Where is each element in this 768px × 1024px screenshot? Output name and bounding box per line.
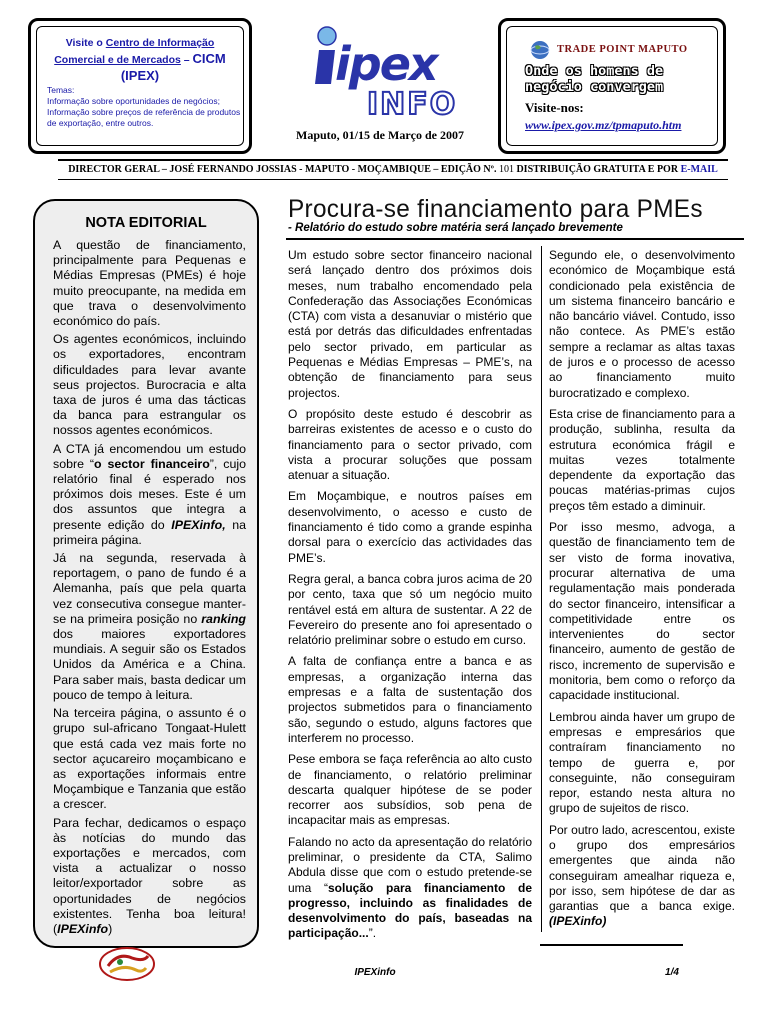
article-headline: Procura-se financiamento para PMEs [288, 195, 703, 223]
text-span: Falando no acto da apresentação do relatório preliminar, o presidente da CTA, Salimo Abdula disse que com o estudo pretende-se uma “ [288, 834, 532, 895]
logo-dot-icon [318, 27, 336, 45]
subhead-rule [286, 238, 744, 240]
logo-sub-text: INFO [367, 87, 458, 122]
trade-point-slogan-1: Onde os homens de [525, 63, 664, 79]
editorial-paragraph: Na terceira página, o assunto é o grupo sul-africano Tongaat-Hulett que está cada vez mais forte no sector açucareiro moçambicano e as exportações informais entre Moçambique e Tanzania que estão a crescer. [53, 706, 246, 812]
info-center-box [28, 18, 252, 154]
centro-link[interactable]: Centro de Informação [105, 37, 215, 49]
ipex-info-logo [305, 22, 470, 122]
column-end-rule [540, 944, 683, 946]
footer-page-number: 1/4 [665, 967, 679, 978]
director-line [58, 164, 728, 175]
trade-point-slogan-2: negócio convergem [525, 79, 664, 95]
editorial-body [53, 238, 246, 940]
article-paragraph [288, 835, 532, 942]
italic-span: IPEXinfo, [171, 517, 226, 532]
text-span: ”, cujo relatório final é esperado nos próximos dois meses. Este é um dos assuntos que integra a presente edição do [53, 456, 246, 532]
italic-span: ranking [201, 611, 246, 626]
text-span: A CTA já encomendou um estudo sobre “ [53, 441, 246, 471]
editorial-paragraph [53, 816, 246, 938]
article-paragraph [549, 823, 735, 930]
logo-main-text: ipex [335, 37, 437, 91]
italic-span: IPEXinfo [57, 921, 109, 936]
text-span: dos maiores exportadores mundiais. A seguir são os Estados Unidos da América e a China. Para saber mais, basta dedicar um pouco de tempo à leitura. [53, 627, 246, 702]
article-subhead: - Relatório do estudo sobre matéria será lançado brevemente [288, 222, 623, 234]
article-column-2 [549, 248, 735, 936]
article-paragraph: Segundo ele, o desenvolvimento económico de Moçambique está condicionado pela existência de um sistema financeiro bancário e não bancário viável. Contudo, isso não contece. As PME’s estão sempre a reclamar as altas taxas de juros e o processo de acesso ao financiamento muito burocratizado e complexo. [549, 248, 735, 400]
text-span: Por outro lado, acrescentou, existe o grupo dos empresários emergentes que ainda não conseguiram amealhar riqueza e, por isso, sem hipótese de dar as garantias que a banca exige. [549, 822, 735, 914]
trade-point-box [498, 18, 726, 154]
editorial-paragraph [53, 551, 246, 703]
bold-span: o sector financeiro [94, 456, 210, 471]
footer-publication: IPEXinfo [354, 967, 396, 978]
issue-date: Maputo, 01/15 de Março de 2007 [296, 128, 464, 142]
article-paragraph: Esta crise de financiamento para a produção, sublinha, resulta da estrutura económica frágil e muitas vezes totalmente dependente da exportação das poucas matérias-primas cujos preços têm estado a diminuir. [549, 406, 735, 513]
cicm-label: CICM [192, 51, 226, 66]
globe-icon [529, 39, 551, 66]
trade-point-title: TRADE POINT MAPUTO [557, 44, 688, 55]
article-paragraph: Em Moçambique, e noutros países em desenvolvimento, o acesso e custo de financiamento é tido como a grande espinha dorsal para o exercício das actividades das PME’s. [288, 489, 532, 565]
director-rule-bottom [58, 179, 728, 180]
editorial-paragraph: Os agentes económicos, incluindo os exportadores, encontram dificuldades para levar avante seus projectos. Burocracia e alta taxa de juros é uma das tácticas da banca para estrangular os nossos agentes económicos. [53, 332, 246, 438]
column-divider [541, 246, 542, 932]
temas-label: Temas: [47, 85, 75, 95]
text-span: Já na segunda, reservada à reportagem, o pano de fundo é a Alemanha, país que pela quarta vez consecutiva consegue manter-se na primeira posição no [53, 551, 246, 626]
article-paragraph: Regra geral, a banca cobra juros acima de 20 por cento, taxa que só um negócio muito rentável está em altura de sustentar. A 22 de Fevereiro do presente ano foi apresentado o relatório preliminar sobre o estudo em curso. [288, 571, 532, 648]
text-span: ”. [368, 926, 377, 941]
article-paragraph: Lembrou ainda haver um grupo de empresas e empresários que contraíram financiamento no tempo de guerra e, por conseguinte, não conseguiram repor, estando nesta altura no grupo de sujeitos de risco. [549, 709, 735, 816]
director-text: DIRECTOR GERAL – JOSÉ FERNANDO JOSSIAS - MAPUTO - MOÇAMBIQUE – EDIÇÃO Nº. [68, 164, 497, 175]
italic-span: (IPEXinfo) [549, 914, 607, 929]
dash: – [180, 54, 193, 66]
bold-span: solução para financiamento de progresso, incluindo as finalidades de desenvolvimento do país, baseadas na participação... [288, 880, 532, 941]
tema-1: Informação sobre oportunidades de negócios; [47, 96, 220, 106]
trade-point-url-link[interactable]: www.ipex.gov.mz/tpmaputo.htm [525, 118, 682, 132]
director-rule-top [58, 159, 728, 161]
info-center-box-inner [36, 26, 244, 146]
article-paragraph: Um estudo sobre sector financeiro nacional será lançado dentro dos próximos dois meses, num trabalho encomendado pela Confederação das Associações Económicas (CTA) com vista a desanuviar o mistério que está por detrás das dificuldades enfrentadas pelo sector privado, em particular as Pequenas e Médias Empresas – PME’s, na obtenção de financiamento para seus projectos. [288, 248, 532, 400]
ipex-label: (IPEX) [120, 68, 160, 83]
text-span: Para fechar, dedicamos o espaço às notícias do mundo das exportações e mercados, com vista a actualizar o nosso leitor/exportador sobre as oportunidades de negócios existentes. Tenha boa leitura! ( [53, 815, 246, 936]
ipex-logo-graphic [305, 22, 470, 122]
editorial-box [33, 199, 259, 948]
editorial-paragraph [53, 442, 246, 548]
visit-line-1 [37, 36, 243, 51]
article-paragraph: Por isso mesmo, advoga, a questão de financiamento tem de ser visto de forma inovativa, procurar alternativa de uma regulamentação mais ponderada do sector financeiro, intensificar a competitividade entre os intervenientes do sector financeiro, aumento de gestão de risco, incremento de supervisão e monitoria, bem como o reforço da capacidade institucional. [549, 520, 735, 703]
text-span: na primeira página. [53, 517, 246, 547]
trade-point-box-inner [506, 26, 718, 146]
distribution-text: DISTRIBUIÇÃO GRATUITA E POR [516, 164, 681, 175]
comercial-link[interactable]: Comercial e de Mercados [54, 54, 181, 66]
article-paragraph: A falta de confiança entre a banca e as empresas, a organização interna das empresas e a falta de sustentação dos projectos submetidos para o financiamento são, segundo o estudo, alguns factores que interferem no processo. [288, 654, 532, 745]
article-paragraph: O propósito deste estudo é descobrir as barreiras existentes de acesso e o custo do financiamento para o sector privado, com vista a procurar soluções que possam atenuar a situação. [288, 406, 532, 483]
visit-line-2 [37, 51, 243, 68]
visit-us-label: Visite-nos: [525, 100, 584, 115]
footer-logo-icon [98, 946, 156, 982]
text-span: ) [108, 921, 113, 936]
email-link[interactable]: E-MAIL [680, 164, 718, 175]
tema-2: Informação sobre preços de referência de produtos de exportação, entre outros. [47, 107, 241, 128]
logo-i-stem-icon [315, 50, 335, 84]
editorial-title: NOTA EDITORIAL [85, 215, 207, 231]
article-column-1 [288, 248, 532, 948]
editorial-paragraph: A questão de financiamento, principalmente para Pequenas e Médias Empresas (PMEs) é hoje muito preocupante, na medida em que trava o desenvolvimento económico do país. [53, 238, 246, 329]
visit-prefix: Visite o [65, 37, 106, 49]
article-paragraph: Pese embora se faça referência ao alto custo de financiamento, o relatório preliminar descarta qualquer hipótese de se poder recorrer aos subsídios, sob pena de incapacitar mais as empresas. [288, 752, 532, 828]
edition-number: 101 [496, 164, 517, 175]
